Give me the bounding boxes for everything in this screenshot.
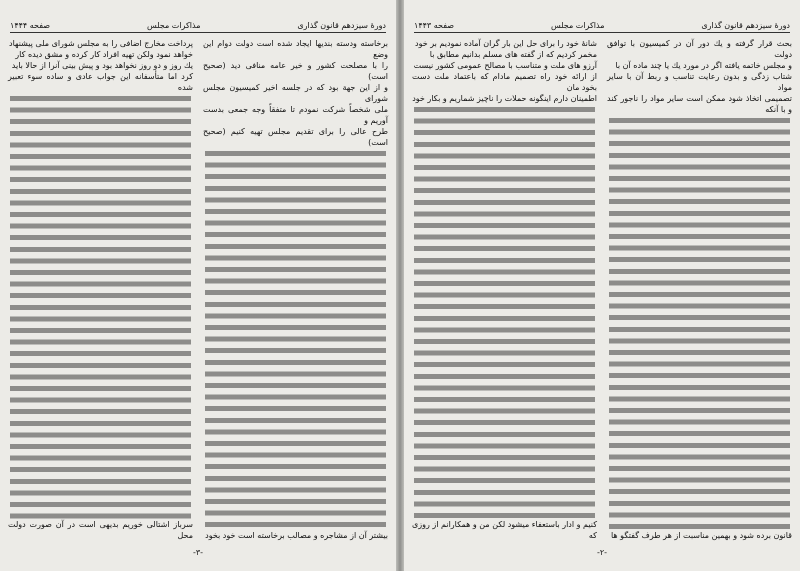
- text-column-left: [412, 38, 597, 541]
- text-line: خواهد نمود ولکن تهیه افراد کار کرده و مشق دیده کار: [15, 50, 193, 59]
- text-columns: [412, 38, 792, 541]
- text-line-last: بیشتر آن از مشاجره و مصالب برخاسته است خود بخود: [205, 531, 388, 540]
- header-series: دورهٔ سیزدهم قانون گذاری: [297, 21, 386, 30]
- right-page: [404, 0, 800, 571]
- text-line: برخاسته ودسته بندیها ایجاد شده است دولت دوام این وضع: [203, 39, 388, 59]
- text-line: از ارائه خود راه تصمیم مادام که باعتماد ملت دست بخود مان: [412, 72, 597, 92]
- header-page: صفحه ۱۴۴۴: [10, 21, 51, 30]
- text-line: مخمر کردیم که از گفته های مسلم بدانیم مطابق با: [429, 50, 597, 59]
- text-line: و از این جهة بود که در جلسه اخیر کمیسیون مجلس شورای: [203, 83, 388, 103]
- text-line: شانهٔ خود را برای حل این بار گران آماده نمودیم بر خود: [415, 39, 597, 48]
- text-column-left: [8, 38, 193, 541]
- page-header: [10, 18, 386, 33]
- book-gutter: [396, 0, 404, 571]
- text-line: یك روز و دو روز نخواهد بود و پیش بینی آنرا از حالا باید: [11, 61, 193, 70]
- text-line: و مجلس خاتمه یافته اگر در مورد یك یا چند ماده آن با: [615, 61, 792, 70]
- text-line: بحث قرار گرفته و یك دور آن در کمیسیون با توافق دولت: [607, 39, 792, 59]
- header-title: مذاکرات مجلس: [550, 21, 605, 30]
- header-series: دورهٔ سیزدهم قانون گذاری: [701, 21, 790, 30]
- body-text-block: [609, 115, 790, 530]
- text-line-last: قانون برده شود و بهمین مناسبت از هر طرف گفتگو ها: [610, 531, 792, 540]
- text-line: طرح عالی را برای تقدیم مجلس تهیه کنیم (صحیح است): [203, 127, 388, 147]
- page-header: [414, 18, 790, 33]
- text-line-last: سرباز اشتالی خوریم بدیهی است در آن صورت دولت محل: [8, 520, 193, 540]
- body-text-block: [10, 93, 191, 519]
- header-page: صفحه ۱۴۴۳: [414, 21, 455, 30]
- text-columns: [8, 38, 388, 541]
- text-line-last: کنیم و ادار باستعفاء میشود لکن من و همکارانم از روزی که: [412, 520, 597, 540]
- left-page: [0, 0, 396, 571]
- text-line: آرزو های ملت و متناسب با مصالح عمومی کشور نیست: [413, 61, 597, 70]
- text-line: پرداخت مخارج اضافی را به مجلس شورای ملی پیشنهاد: [9, 39, 193, 48]
- text-column-right: [607, 38, 792, 541]
- text-line: ملی شخصاً شرکت نمودم تا متفقاً وجه جمعی بدست آوریم و: [203, 105, 388, 125]
- text-line: تصمیمی اتخاذ شود ممکن است سایر مواد را ناجور کند و با آنکه: [607, 94, 792, 114]
- text-line: را با مصلحت کشور و خیر عامه منافی دید (صحیح است): [203, 61, 388, 81]
- body-text-block: [205, 148, 386, 530]
- text-line: اطمینان دارم اینگونه حملات را ناچیز شماریم و بکار خود: [412, 94, 597, 103]
- page-number: -۳-: [192, 548, 204, 557]
- body-text-block: [414, 104, 595, 519]
- text-line: کرد اما متأسفانه این جواب عادی و ساده سوء تعبیر شده: [8, 72, 193, 92]
- page-number: -۲-: [596, 548, 608, 557]
- text-column-right: [203, 38, 388, 541]
- header-title: مذاکرات مجلس: [146, 21, 201, 30]
- text-line: شتاب زدگی و بدون رعایت تناسب و ربط آن با سایر مواد: [607, 72, 792, 92]
